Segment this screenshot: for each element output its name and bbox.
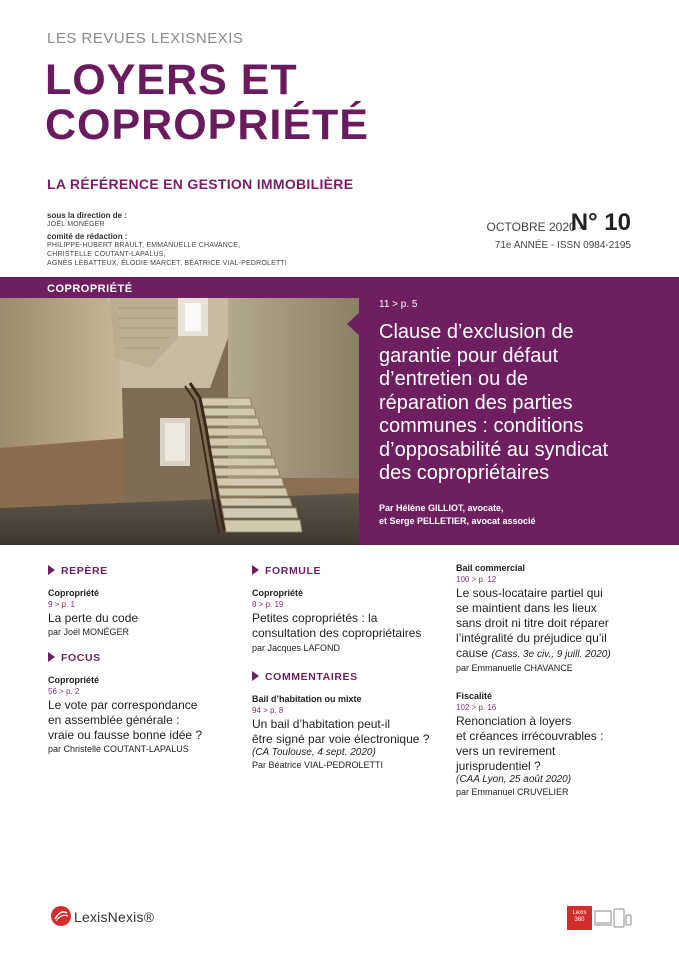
feature-pointer <box>347 312 360 336</box>
bail-title-line: sans droit ni titre doit réparer <box>456 616 609 630</box>
triangle-icon <box>48 565 55 575</box>
journal-title-line-1: LOYERS ET <box>45 56 298 104</box>
devices-icon <box>594 907 632 936</box>
formule-author: par Jacques LAFOND <box>252 643 341 653</box>
commentaires-title-line: Un bail d’habitation peut-il <box>252 717 391 731</box>
repere-article-title[interactable]: La perte du code <box>48 611 139 625</box>
formule-title-line: consultation des copropriétaires <box>252 626 422 640</box>
issue-number: N° 10 <box>570 209 631 236</box>
feature-title-line: garantie pour défaut <box>379 344 559 367</box>
commentaires-author: Par Béatrice VIAL-PEDROLETTI <box>252 760 384 770</box>
feature-reference: 11 > p. 5 <box>379 299 418 310</box>
section-repere-label: REPÈRE <box>61 565 108 577</box>
formule-title-line: Petites copropriétés : la <box>252 611 378 625</box>
fiscalite-title-line: vers un revirement <box>456 744 556 758</box>
bail-reference: 100 > p. 12 <box>456 575 497 584</box>
direction-name: JOËL MONÉGER <box>47 221 105 228</box>
focus-reference: 56 > p. 2 <box>48 687 80 696</box>
journal-subtitle: LA RÉFÉRENCE EN GESTION IMMOBILIÈRE <box>47 176 354 192</box>
bail-title-last-line <box>456 646 656 662</box>
bail-title-line: se maintient dans les lieux <box>456 601 597 615</box>
committee-label: comité de rédaction : <box>47 232 128 241</box>
bail-citation: (Cass. 3e civ., 9 juill. 2020) <box>491 649 611 660</box>
commentaires-article-title[interactable] <box>252 717 447 747</box>
bail-category: Bail commercial <box>456 563 526 573</box>
section-repere <box>48 565 238 577</box>
bail-title-last-word: cause <box>456 646 489 660</box>
journal-title-line-2: COPROPRIÉTÉ <box>45 101 369 149</box>
bail-author: par Emmanuelle CHAVANCE <box>456 663 573 673</box>
committee-line-1: PHILIPPE-HUBERT BRAULT, EMMANUELLE CHAVANCE, <box>47 242 241 249</box>
staircase-photo <box>0 298 359 545</box>
triangle-icon <box>48 652 55 662</box>
journal-title <box>45 58 369 148</box>
committee-line-3: AGNÈS LEBATTEUX, ÉLODIE MARCET, BÉATRICE VIAL-PEDROLETTI <box>47 260 288 267</box>
fiscalite-article-title[interactable] <box>456 714 656 774</box>
section-commentaires-label: COMMENTAIRES <box>265 671 358 683</box>
badge-line: Lexis <box>572 910 587 916</box>
focus-article-title[interactable] <box>48 698 238 743</box>
lexisnexis-logo-icon <box>50 905 72 932</box>
commentaires-category: Bail d’habitation ou mixte <box>252 694 362 704</box>
focus-category: Copropriété <box>48 675 100 685</box>
lexis360-badge <box>567 906 592 930</box>
triangle-icon <box>252 565 259 575</box>
formule-reference: 8 > p. 19 <box>252 600 284 609</box>
feature-authors <box>379 502 536 528</box>
formule-category: Copropriété <box>252 588 304 598</box>
section-formule-label: FORMULE <box>265 565 322 577</box>
editorial-board <box>47 211 287 268</box>
column-2 <box>252 565 447 770</box>
fiscalite-title-line: jurisprudentiel ? <box>456 759 541 773</box>
publisher-series: LES REVUES LEXISNEXIS <box>47 30 244 47</box>
section-formule <box>252 565 447 577</box>
feature-title-line: Clause d’exclusion de <box>379 321 574 343</box>
section-commentaires <box>252 671 447 683</box>
commentaires-citation: (CA Toulouse, 4 sept. 2020) <box>252 747 376 758</box>
feature-title-line: d’entretien ou de <box>379 368 529 390</box>
bail-title-line: Le sous-locataire partiel qui <box>456 586 603 600</box>
focus-title-line: vraie ou fausse bonne idée ? <box>48 728 203 742</box>
direction-label: sous la direction de : <box>47 211 128 220</box>
repere-category: Copropriété <box>48 588 100 598</box>
issue-year-issn: 71e ANNÉE - ISSN 0984-2195 <box>494 240 631 251</box>
fiscalite-author: par Emmanuel CRUVELIER <box>456 787 569 797</box>
committee-line-2: CHRISTELLE COUTANT-LAPALUS, <box>47 251 166 258</box>
feature-title-line: réparation des parties <box>379 391 573 414</box>
focus-title-line: Le vote par correspondance <box>48 698 198 712</box>
bail-title-line: l’intégralité du préjudice qu’il <box>456 631 607 645</box>
feature-title-line: des copropriétaires <box>379 462 550 484</box>
commentaires-reference: 94 > p. 8 <box>252 706 284 715</box>
feature-section-label: COPROPRIÉTÉ <box>47 283 133 295</box>
feature-title-line: d’opposabilité au syndicat <box>379 438 609 461</box>
fiscalite-title-line: et créances irrécouvrables : <box>456 729 604 743</box>
feature-title-line: communes : conditions <box>379 415 584 437</box>
badge-line: 360 <box>574 917 585 923</box>
feature-author-line: Par Hélène GILLIOT, avocate, <box>379 503 504 513</box>
fiscalite-category: Fiscalité <box>456 691 493 701</box>
section-focus-label: FOCUS <box>61 652 101 664</box>
triangle-icon <box>252 671 259 681</box>
repere-author: par Joël MONÉGER <box>48 627 130 637</box>
issue-date: OCTOBRE 2020 - <box>486 220 583 234</box>
feature-title[interactable] <box>379 321 649 486</box>
focus-author: par Christelle COUTANT-LAPALUS <box>48 744 189 754</box>
column-1 <box>48 565 238 754</box>
formule-article-title[interactable] <box>252 611 447 641</box>
focus-title-line: en assemblée générale : <box>48 713 180 727</box>
column-3 <box>456 563 656 797</box>
fiscalite-citation: (CAA Lyon, 25 août 2020) <box>456 774 572 785</box>
bail-article-title[interactable] <box>456 586 656 662</box>
repere-reference: 9 > p. 1 <box>48 600 75 609</box>
feature-author-line: et Serge PELLETIER, avocat associé <box>379 516 536 526</box>
fiscalite-title-line: Renonciation à loyers <box>456 714 572 728</box>
fiscalite-reference: 102 > p. 16 <box>456 703 497 712</box>
lexisnexis-logo-text: LexisNexis® <box>74 909 155 925</box>
section-focus <box>48 652 238 664</box>
commentaires-title-line: être signé par voie électronique ? <box>252 732 430 746</box>
